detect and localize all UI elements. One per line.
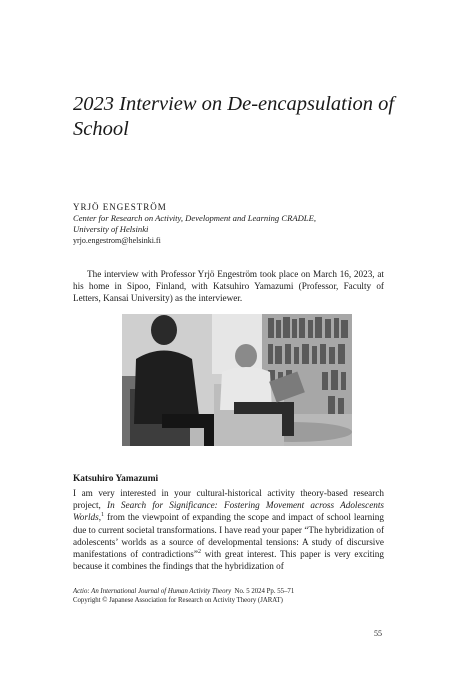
author-affiliation-line1: Center for Research on Activity, Development and Learning CRADLE,: [73, 213, 316, 223]
interview-photo-illustration: [122, 314, 352, 446]
copyright-line: Copyright © Japanese Association for Research on Activity Theory (JARAT): [73, 597, 283, 604]
interview-photo: [122, 314, 352, 446]
author-affiliation-line2: University of Helsinki: [73, 224, 149, 234]
journal-citation: [73, 587, 393, 596]
dialogue-text-2: from the viewpoint of expanding the scope and impact of school learning due to current societal transformations. I have read your paper “The hybridization of adolescents’ worlds as a source of developmental tensions: A study of discursive manifestations of contradictions”: [73, 512, 384, 560]
journal-name: Actio: An International Journal of Human Activity Theory: [73, 588, 232, 595]
project-title: In Search for Significance: Fostering Movement across Adolescents Worlds,: [73, 500, 385, 523]
journal-issue: No. 5 2024 Pp. 55–71: [234, 588, 295, 595]
speaker-name: Katsuhiro Yamazumi: [73, 474, 159, 484]
author-name: YRJÖ ENGESTRÖM: [73, 202, 167, 212]
page-number: 55: [374, 629, 382, 638]
author-email[interactable]: yrjo.engestrom@helsinki.fi: [73, 236, 161, 245]
author-block: [73, 202, 393, 246]
journal-footer: [73, 587, 393, 605]
dialogue-paragraph: [73, 487, 384, 572]
article-title: 2023 Interview on De-encapsulation of School: [73, 93, 395, 140]
dialogue-text-3: with great interest. This paper is very exciting because it combines the findings that the hybridization of: [73, 549, 384, 572]
intro-paragraph: The interview with Professor Yrjö Engeström took place on March 16, 2023, at his home in Sipoo, Finland, with Katsuhiro Yamazumi (Professor, Faculty of Letters, Kansai University) as the interviewer.: [73, 269, 384, 304]
footnote-ref-1[interactable]: 1: [101, 512, 104, 519]
dialogue-text-1: I am very interested in your cultural-historical activity theory-based research project,: [73, 488, 384, 511]
footnote-ref-2[interactable]: 2: [197, 548, 201, 555]
